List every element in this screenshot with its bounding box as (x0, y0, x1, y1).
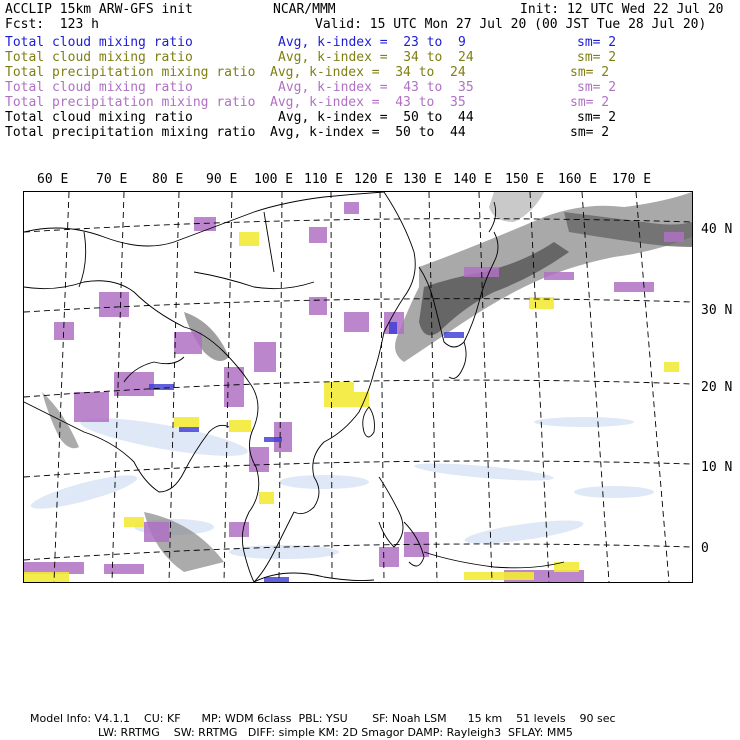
field-name: Total precipitation mixing ratio (5, 95, 256, 110)
forecast-map (24, 192, 692, 582)
institution-label: NCAR/MMM (273, 2, 336, 17)
lat-label: 30 N (701, 303, 733, 318)
lon-label: 70 E (96, 172, 128, 187)
yellow-cloud-patches (24, 232, 679, 582)
lat-label: 40 N (701, 222, 733, 237)
field-avg: Avg, k-index = 50 to 44 (278, 110, 474, 125)
lon-label: 90 E (206, 172, 238, 187)
field-name: Total cloud mixing ratio (5, 110, 193, 125)
field-name: Total precipitation mixing ratio (5, 65, 256, 80)
field-name: Total precipitation mixing ratio (5, 125, 256, 140)
forecast-hour: Fcst: 123 h (5, 17, 99, 32)
model-info-line-1: Model Info: V4.1.1 CU: KF MP: WDM 6class PBL: YSU SF: Noah LSM 15 km 51 levels 90 sec (30, 712, 616, 725)
lat-label: 10 N (701, 460, 733, 475)
lon-label: 110 E (304, 172, 344, 187)
valid-time: Valid: 15 UTC Mon 27 Jul 20 (00 JST Tue 28 Jul 20) (315, 17, 707, 32)
light-cloud-shading (29, 410, 654, 559)
lon-label: 160 E (558, 172, 598, 187)
field-sm: sm= 2 (570, 95, 610, 110)
lon-label: 120 E (354, 172, 394, 187)
field-sm: sm= 2 (577, 50, 617, 65)
field-sm: sm= 2 (577, 35, 617, 50)
lon-label: 130 E (403, 172, 443, 187)
field-name: Total cloud mixing ratio (5, 80, 193, 95)
field-sm: sm= 2 (570, 65, 610, 80)
field-avg: Avg, k-index = 43 to 35 (270, 95, 466, 110)
field-sm: sm= 2 (577, 80, 617, 95)
field-name: Total cloud mixing ratio (5, 35, 193, 50)
lon-label: 80 E (152, 172, 184, 187)
plot-title: ACCLIP 15km ARW-GFS init (5, 2, 193, 17)
lon-label: 100 E (254, 172, 294, 187)
lon-label: 60 E (37, 172, 69, 187)
field-sm: sm= 2 (577, 110, 617, 125)
lat-label: 20 N (701, 380, 733, 395)
init-time: Init: 12 UTC Wed 22 Jul 20 (520, 2, 724, 17)
field-avg: Avg, k-index = 50 to 44 (270, 125, 466, 140)
lon-label: 170 E (612, 172, 652, 187)
lon-label: 140 E (453, 172, 493, 187)
field-avg: Avg, k-index = 34 to 24 (270, 65, 466, 80)
field-avg: Avg, k-index = 23 to 9 (278, 35, 466, 50)
lat-label: 0 (701, 541, 709, 556)
lon-label: 150 E (505, 172, 545, 187)
field-name: Total cloud mixing ratio (5, 50, 193, 65)
field-avg: Avg, k-index = 43 to 35 (278, 80, 474, 95)
field-avg: Avg, k-index = 34 to 24 (278, 50, 474, 65)
model-info-line-2: LW: RRTMG SW: RRTMG DIFF: simple KM: 2D Smagor DAMP: Rayleigh3 SFLAY: MM5 (98, 726, 573, 739)
field-sm: sm= 2 (570, 125, 610, 140)
map-panel (23, 191, 693, 583)
